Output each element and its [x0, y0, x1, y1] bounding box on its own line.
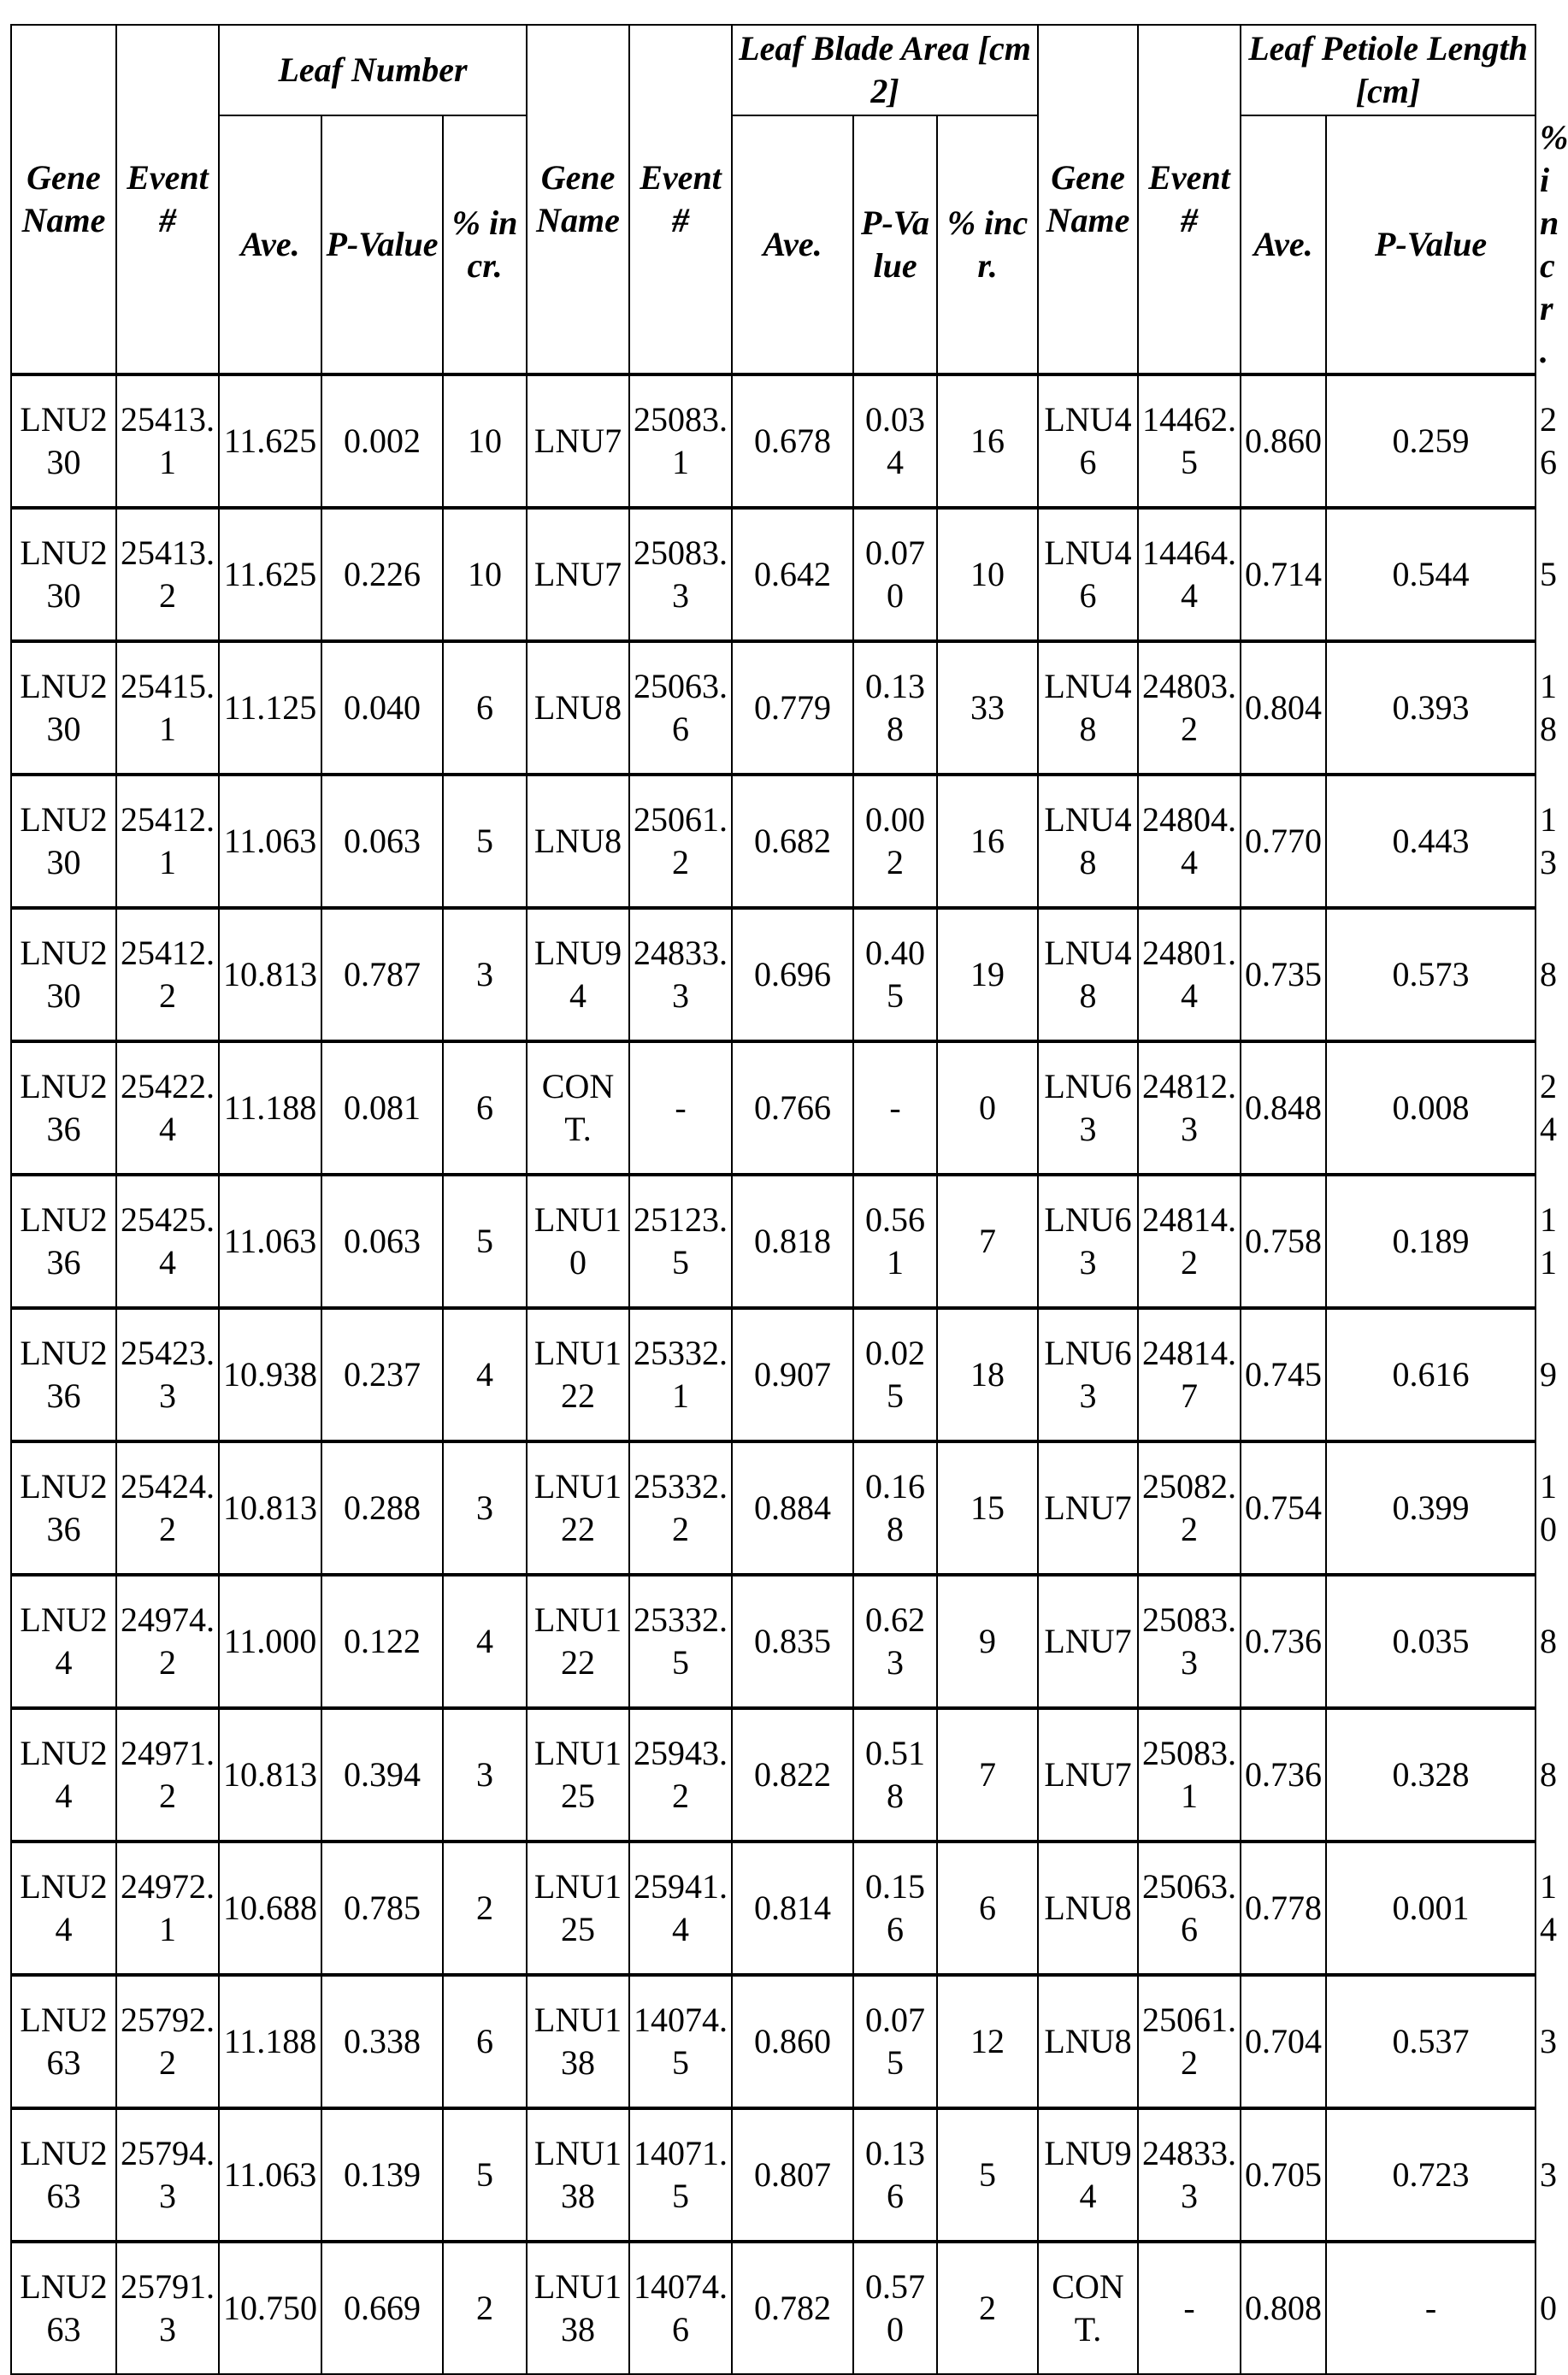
p-value-cell: 0.081 [321, 1041, 443, 1175]
pct-incr-cell: 4 [443, 1308, 527, 1441]
ave-cell: 0.682 [732, 775, 853, 908]
event-cell: 25943.2 [629, 1708, 732, 1842]
gene-name-cell: LNU125 [527, 1708, 629, 1842]
pct-incr-cell: 12 [937, 1975, 1038, 2108]
p-value-cell: 0.070 [853, 508, 937, 641]
gene-name-cell: LNU263 [11, 2108, 116, 2242]
gene-name-cell: LNU122 [527, 1308, 629, 1441]
event-cell: 25412.1 [116, 775, 219, 908]
ave-cell: 0.678 [732, 374, 853, 508]
event-cell: 25061.2 [1138, 1975, 1241, 2108]
event-cell: 25425.4 [116, 1175, 219, 1308]
table-row: LNU230 25412.1 11.063 0.063 5 LNU8 25061.2 0.682 0.002 16 LNU48 24804.4 0.770 0.443 13 [11, 775, 1536, 908]
event-cell: 24804.4 [1138, 775, 1241, 908]
p-value-cell: 0.259 [1326, 374, 1536, 508]
ave-cell: 0.807 [732, 2108, 853, 2242]
event-cell: 24971.2 [116, 1708, 219, 1842]
p-value-cell: 0.616 [1326, 1308, 1536, 1441]
p-value-cell: 0.001 [1326, 1842, 1536, 1975]
ave-cell: 0.696 [732, 908, 853, 1041]
p-value-cell: 0.393 [1326, 641, 1536, 775]
gene-name-cell: LNU236 [11, 1041, 116, 1175]
event-cell: 25423.3 [116, 1308, 219, 1441]
table-row: LNU236 25424.2 10.813 0.288 3 LNU122 25332.2 0.884 0.168 15 LNU7 25082.2 0.754 0.399 10 [11, 1441, 1536, 1575]
ave-cell: 0.745 [1241, 1308, 1326, 1441]
event-cell: 14462.5 [1138, 374, 1241, 508]
pct-incr-cell: 6 [443, 1975, 527, 2108]
ave-cell: 0.736 [1241, 1575, 1326, 1708]
p-value-cell: 0.168 [853, 1441, 937, 1575]
pct-incr-cell: 2 [443, 2242, 527, 2374]
gene-name-cell: LNU48 [1038, 775, 1138, 908]
event-cell: 25332.1 [629, 1308, 732, 1441]
event-cell: 25123.5 [629, 1175, 732, 1308]
gene-name-cell: LNU63 [1038, 1175, 1138, 1308]
gene-name-cell: LNU138 [527, 2108, 629, 2242]
header-leaf-blade-area: Leaf Blade Area [cm2] [732, 25, 1038, 115]
pct-incr-cell: 10 [937, 508, 1038, 641]
event-cell: 24803.2 [1138, 641, 1241, 775]
gene-name-cell: LNU48 [1038, 641, 1138, 775]
ave-cell: 11.125 [219, 641, 321, 775]
header-gene-name-3: Gene Name [1038, 25, 1138, 374]
pct-incr-cell: 5 [443, 2108, 527, 2242]
p-value-cell: 0.156 [853, 1842, 937, 1975]
event-cell: 24833.3 [1138, 2108, 1241, 2242]
header-pct-incr-1: % incr. [443, 115, 527, 374]
ave-cell: 0.770 [1241, 775, 1326, 908]
gene-name-cell: LNU63 [1038, 1041, 1138, 1175]
p-value-cell: 0.405 [853, 908, 937, 1041]
ave-cell: 11.063 [219, 775, 321, 908]
event-cell: 25424.2 [116, 1441, 219, 1575]
gene-name-cell: LNU24 [11, 1842, 116, 1975]
event-cell: 24833.3 [629, 908, 732, 1041]
ave-cell: 0.835 [732, 1575, 853, 1708]
gene-name-cell: LNU138 [527, 2242, 629, 2374]
table-row: LNU263 25791.3 10.750 0.669 2 LNU138 14074.6 0.782 0.570 2 CONT. - 0.808 - 0 [11, 2242, 1536, 2374]
gene-name-cell: LNU236 [11, 1175, 116, 1308]
table-row: LNU230 25413.2 11.625 0.226 10 LNU7 25083.3 0.642 0.070 10 LNU46 14464.4 0.714 0.544 5 [11, 508, 1536, 641]
pct-incr-cell: 6 [937, 1842, 1038, 1975]
pct-incr-cell: 10 [443, 374, 527, 508]
pct-incr-cell: 3 [443, 1708, 527, 1842]
p-value-cell: 0.025 [853, 1308, 937, 1441]
event-cell: 24974.2 [116, 1575, 219, 1708]
p-value-cell: 0.669 [321, 2242, 443, 2374]
table-row: LNU230 25412.2 10.813 0.787 3 LNU94 24833.3 0.696 0.405 19 LNU48 24801.4 0.735 0.573 8 [11, 908, 1536, 1041]
p-value-cell: 0.443 [1326, 775, 1536, 908]
header-ave-2: Ave. [732, 115, 853, 374]
p-value-cell: 0.063 [321, 1175, 443, 1308]
event-cell: 25063.6 [1138, 1842, 1241, 1975]
header-row-sub: Ave. P-Value % incr. Ave. P-Value % incr. Ave. P-Value % incr. [11, 115, 1536, 374]
event-cell: 25082.2 [1138, 1441, 1241, 1575]
header-event-3: Event # [1138, 25, 1241, 374]
event-cell: 24972.1 [116, 1842, 219, 1975]
table-row: LNU230 25415.1 11.125 0.040 6 LNU8 25063.6 0.779 0.138 33 LNU48 24803.2 0.804 0.393 18 [11, 641, 1536, 775]
gene-name-cell: LNU263 [11, 1975, 116, 2108]
p-value-cell: 0.075 [853, 1975, 937, 2108]
pct-incr-cell: 5 [937, 2108, 1038, 2242]
gene-name-cell: LNU122 [527, 1575, 629, 1708]
event-cell: 24814.2 [1138, 1175, 1241, 1308]
event-cell: 25413.2 [116, 508, 219, 641]
event-cell: 25332.5 [629, 1575, 732, 1708]
ave-cell: 0.736 [1241, 1708, 1326, 1842]
p-value-cell: 0.034 [853, 374, 937, 508]
p-value-cell: 0.040 [321, 641, 443, 775]
event-cell: 25422.4 [116, 1041, 219, 1175]
gene-name-cell: LNU7 [527, 508, 629, 641]
ave-cell: 0.804 [1241, 641, 1326, 775]
p-value-cell: 0.136 [853, 2108, 937, 2242]
results-table [10, 24, 1568, 2375]
header-pct-incr-2: % incr. [937, 115, 1038, 374]
event-cell: 25941.4 [629, 1842, 732, 1975]
p-value-cell: 0.138 [853, 641, 937, 775]
p-value-cell: 0.189 [1326, 1175, 1536, 1308]
p-value-cell: 0.544 [1326, 508, 1536, 641]
pct-incr-cell: 2 [937, 2242, 1038, 2374]
pct-incr-cell: 5 [443, 1175, 527, 1308]
ave-cell: 10.750 [219, 2242, 321, 2374]
event-cell: 24814.7 [1138, 1308, 1241, 1441]
p-value-cell: 0.723 [1326, 2108, 1536, 2242]
gene-name-cell: LNU8 [1038, 1975, 1138, 2108]
gene-name-cell: LNU24 [11, 1708, 116, 1842]
p-value-cell: 0.394 [321, 1708, 443, 1842]
p-value-cell: 0.537 [1326, 1975, 1536, 2108]
ave-cell: 10.813 [219, 1708, 321, 1842]
p-value-cell: 0.561 [853, 1175, 937, 1308]
header-leaf-petiole-length: Leaf Petiole Length [cm] [1241, 25, 1536, 115]
p-value-cell: 0.002 [853, 775, 937, 908]
ave-cell: 11.625 [219, 374, 321, 508]
gene-name-cell: LNU7 [527, 374, 629, 508]
event-cell: 25791.3 [116, 2242, 219, 2374]
ave-cell: 0.704 [1241, 1975, 1326, 2108]
header-ave-1: Ave. [219, 115, 321, 374]
gene-name-cell: LNU7 [1038, 1708, 1138, 1842]
pct-incr-cell: 19 [937, 908, 1038, 1041]
ave-cell: 0.907 [732, 1308, 853, 1441]
ave-cell: 0.642 [732, 508, 853, 641]
p-value-cell: 0.399 [1326, 1441, 1536, 1575]
gene-name-cell: LNU230 [11, 508, 116, 641]
table-row: LNU24 24972.1 10.688 0.785 2 LNU125 25941.4 0.814 0.156 6 LNU8 25063.6 0.778 0.001 14 [11, 1842, 1536, 1975]
ave-cell: 0.814 [732, 1842, 853, 1975]
event-cell: - [1138, 2242, 1241, 2374]
table-row: LNU236 25423.3 10.938 0.237 4 LNU122 25332.1 0.907 0.025 18 LNU63 24814.7 0.745 0.616 9 [11, 1308, 1536, 1441]
ave-cell: 0.778 [1241, 1842, 1326, 1975]
pct-incr-cell: 6 [443, 1041, 527, 1175]
p-value-cell: 0.785 [321, 1842, 443, 1975]
p-value-cell: 0.288 [321, 1441, 443, 1575]
gene-name-cell: LNU46 [1038, 508, 1138, 641]
header-ave-3: Ave. [1241, 115, 1326, 374]
p-value-cell: 0.035 [1326, 1575, 1536, 1708]
pct-incr-cell: 16 [937, 775, 1038, 908]
event-cell: 14071.5 [629, 2108, 732, 2242]
gene-name-cell: LNU230 [11, 775, 116, 908]
p-value-cell: 0.002 [321, 374, 443, 508]
event-cell: 25332.2 [629, 1441, 732, 1575]
ave-cell: 0.818 [732, 1175, 853, 1308]
ave-cell: 0.758 [1241, 1175, 1326, 1308]
event-cell: 25063.6 [629, 641, 732, 775]
ave-cell: 11.063 [219, 1175, 321, 1308]
ave-cell: 0.860 [732, 1975, 853, 2108]
table-body [11, 374, 1558, 2374]
pct-incr-cell: 4 [443, 1575, 527, 1708]
pct-incr-cell: 3 [443, 908, 527, 1041]
table-row: LNU263 25794.3 11.063 0.139 5 LNU138 14071.5 0.807 0.136 5 LNU94 24833.3 0.705 0.723 3 [11, 2108, 1536, 2242]
ave-cell: 10.813 [219, 908, 321, 1041]
ave-cell: 10.938 [219, 1308, 321, 1441]
event-cell: 25792.2 [116, 1975, 219, 2108]
pct-incr-cell: 0 [937, 1041, 1038, 1175]
gene-name-cell: LNU138 [527, 1975, 629, 2108]
ave-cell: 0.705 [1241, 2108, 1326, 2242]
ave-cell: 11.000 [219, 1575, 321, 1708]
table-row: LNU24 24974.2 11.000 0.122 4 LNU122 25332.5 0.835 0.623 9 LNU7 25083.3 0.736 0.035 8 [11, 1575, 1536, 1708]
ave-cell: 0.779 [732, 641, 853, 775]
event-cell: 25415.1 [116, 641, 219, 775]
event-cell: 25412.2 [116, 908, 219, 1041]
gene-name-cell: LNU7 [1038, 1575, 1138, 1708]
event-cell: 25083.3 [629, 508, 732, 641]
header-gene-name-2: Gene Name [527, 25, 629, 374]
header-event-1: Event # [116, 25, 219, 374]
gene-name-cell: LNU230 [11, 908, 116, 1041]
pct-incr-cell: 9 [937, 1575, 1038, 1708]
p-value-cell: 0.623 [853, 1575, 937, 1708]
ave-cell: 11.188 [219, 1975, 321, 2108]
ave-cell: 0.848 [1241, 1041, 1326, 1175]
p-value-cell: 0.518 [853, 1708, 937, 1842]
gene-name-cell: LNU236 [11, 1308, 116, 1441]
ave-cell: 10.688 [219, 1842, 321, 1975]
gene-name-cell: LNU10 [527, 1175, 629, 1308]
gene-name-cell: CONT. [527, 1041, 629, 1175]
p-value-cell: - [853, 1041, 937, 1175]
ave-cell: 11.063 [219, 2108, 321, 2242]
gene-name-cell: LNU94 [1038, 2108, 1138, 2242]
event-cell: - [629, 1041, 732, 1175]
pct-incr-cell: 15 [937, 1441, 1038, 1575]
event-cell: 14074.5 [629, 1975, 732, 2108]
ave-cell: 0.808 [1241, 2242, 1326, 2374]
ave-cell: 0.766 [732, 1041, 853, 1175]
table-row: LNU236 25422.4 11.188 0.081 6 CONT. - 0.766 - 0 LNU63 24812.3 0.848 0.008 24 [11, 1041, 1536, 1175]
pct-incr-cell: 7 [937, 1708, 1038, 1842]
gene-name-cell: LNU94 [527, 908, 629, 1041]
gene-name-cell: LNU122 [527, 1441, 629, 1575]
ave-cell: 0.735 [1241, 908, 1326, 1041]
header-p-value-2: P-Value [853, 115, 937, 374]
event-cell: 24812.3 [1138, 1041, 1241, 1175]
ave-cell: 0.714 [1241, 508, 1326, 641]
gene-name-cell: LNU46 [1038, 374, 1138, 508]
p-value-cell: 0.328 [1326, 1708, 1536, 1842]
gene-name-cell: LNU8 [527, 775, 629, 908]
p-value-cell: 0.139 [321, 2108, 443, 2242]
event-cell: 25413.1 [116, 374, 219, 508]
p-value-cell: - [1326, 2242, 1536, 2374]
pct-incr-cell: 3 [443, 1441, 527, 1575]
event-cell: 25083.3 [1138, 1575, 1241, 1708]
event-cell: 25794.3 [116, 2108, 219, 2242]
header-gene-name-1: Gene Name [11, 25, 116, 374]
gene-name-cell: CONT. [1038, 2242, 1138, 2374]
gene-name-cell: LNU8 [527, 641, 629, 775]
ave-cell: 0.822 [732, 1708, 853, 1842]
gene-name-cell: LNU7 [1038, 1441, 1138, 1575]
p-value-cell: 0.122 [321, 1575, 443, 1708]
p-value-cell: 0.008 [1326, 1041, 1536, 1175]
event-cell: 14074.6 [629, 2242, 732, 2374]
gene-name-cell: LNU48 [1038, 908, 1138, 1041]
header-event-2: Event # [629, 25, 732, 374]
ave-cell: 11.625 [219, 508, 321, 641]
ave-cell: 0.860 [1241, 374, 1326, 508]
p-value-cell: 0.226 [321, 508, 443, 641]
gene-name-cell: LNU24 [11, 1575, 116, 1708]
pct-incr-cell: 33 [937, 641, 1038, 775]
event-cell: 24801.4 [1138, 908, 1241, 1041]
pct-incr-cell: 5 [443, 775, 527, 908]
ave-cell: 11.188 [219, 1041, 321, 1175]
p-value-cell: 0.063 [321, 775, 443, 908]
p-value-cell: 0.570 [853, 2242, 937, 2374]
header-row-group [11, 25, 1536, 115]
p-value-cell: 0.338 [321, 1975, 443, 2108]
p-value-cell: 0.237 [321, 1308, 443, 1441]
event-cell: 25083.1 [629, 374, 732, 508]
gene-name-cell: LNU236 [11, 1441, 116, 1575]
header-p-value-1: P-Value [321, 115, 443, 374]
gene-name-cell: LNU230 [11, 641, 116, 775]
event-cell: 25061.2 [629, 775, 732, 908]
header-leaf-number: Leaf Number [219, 25, 527, 115]
ave-cell: 10.813 [219, 1441, 321, 1575]
table-row: LNU263 25792.2 11.188 0.338 6 LNU138 14074.5 0.860 0.075 12 LNU8 25061.2 0.704 0.537 3 [11, 1975, 1536, 2108]
ave-cell: 0.884 [732, 1441, 853, 1575]
p-value-cell: 0.787 [321, 908, 443, 1041]
pct-incr-cell: 10 [443, 508, 527, 641]
pct-incr-cell: 7 [937, 1175, 1038, 1308]
gene-name-cell: LNU63 [1038, 1308, 1138, 1441]
event-cell: 25083.1 [1138, 1708, 1241, 1842]
gene-name-cell: LNU8 [1038, 1842, 1138, 1975]
ave-cell: 0.754 [1241, 1441, 1326, 1575]
pct-incr-cell: 16 [937, 374, 1038, 508]
pct-incr-cell: 2 [443, 1842, 527, 1975]
p-value-cell: 0.573 [1326, 908, 1536, 1041]
table-row: LNU230 25413.1 11.625 0.002 10 LNU7 25083.1 0.678 0.034 16 LNU46 14462.5 0.860 0.259 26 [11, 374, 1536, 508]
gene-name-cell: LNU125 [527, 1842, 629, 1975]
pct-incr-cell: 6 [443, 641, 527, 775]
pct-incr-cell: 18 [937, 1308, 1038, 1441]
event-cell: 14464.4 [1138, 508, 1241, 641]
table-row: LNU24 24971.2 10.813 0.394 3 LNU125 25943.2 0.822 0.518 7 LNU7 25083.1 0.736 0.328 8 [11, 1708, 1536, 1842]
gene-name-cell: LNU263 [11, 2242, 116, 2374]
table-row: LNU236 25425.4 11.063 0.063 5 LNU10 25123.5 0.818 0.561 7 LNU63 24814.2 0.758 0.189 11 [11, 1175, 1536, 1308]
header-p-value-3: P-Value [1326, 115, 1536, 374]
ave-cell: 0.782 [732, 2242, 853, 2374]
gene-name-cell: LNU230 [11, 374, 116, 508]
